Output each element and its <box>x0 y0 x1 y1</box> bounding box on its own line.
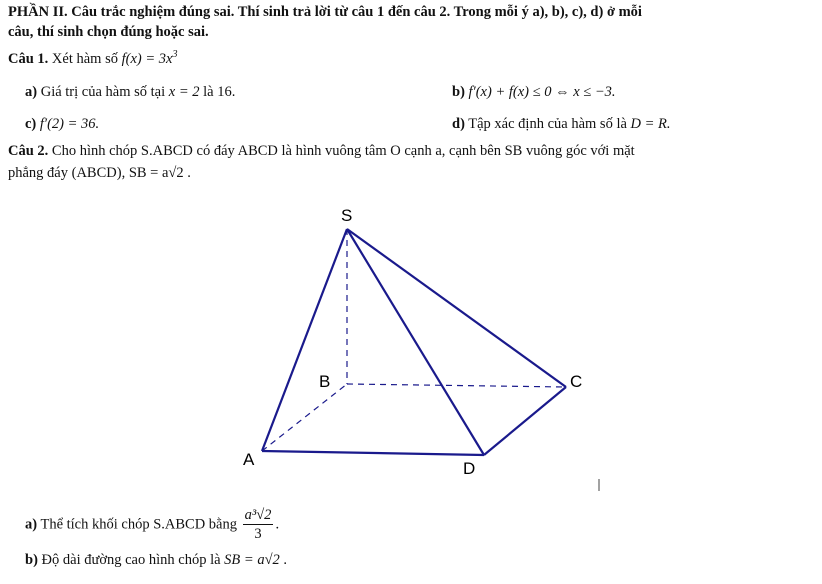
option-c-math: f′(2) = 36. <box>39 116 100 132</box>
part-label: PHẦN II. <box>8 4 68 20</box>
vertex-c-label: C <box>570 372 583 391</box>
edge-bc <box>347 384 566 387</box>
vertex-d-label: D <box>463 459 476 478</box>
volume-fraction <box>243 508 274 542</box>
option-b-label: b) <box>452 84 465 100</box>
q2-option-a-text: Thể tích khối chóp S.ABCD bằng <box>37 516 241 533</box>
vertex-b-label: B <box>319 372 331 391</box>
edge-dc <box>484 387 566 455</box>
question-2-text-cont: phẳng đáy (ABCD), SB = a√2 . <box>8 165 191 181</box>
pyramid-edges <box>262 229 566 455</box>
function-exponent: 3 <box>172 49 178 60</box>
option-c-label: c) <box>25 116 37 132</box>
option-d-text: Tập xác định của hàm số là <box>464 116 631 132</box>
fraction-numerator: a³√2 <box>243 508 274 525</box>
option-a-label: a) <box>25 84 38 100</box>
question-2-label: Câu 2. <box>8 143 49 159</box>
q2-option-b-label: b) <box>25 552 38 568</box>
function-base: f(x) = 3x <box>121 50 173 67</box>
option-d-label: d) <box>452 116 465 132</box>
edge-ad <box>262 451 484 455</box>
vertex-a-label: A <box>243 450 255 469</box>
option-a-math: x = 2 <box>168 84 200 100</box>
question-2-option-a: a) Thể tích khối chóp S.ABCD bằng $\frac{\text{a³√2}}{3}$ . <box>25 507 280 543</box>
option-a-end: là 16. <box>199 84 236 100</box>
question-2-text: Cho hình chóp S.ABCD có đáy ABCD là hình vuông tâm O cạnh a, cạnh bên SB vuông góc với mặt <box>48 143 635 159</box>
q2-option-b-math: SB = a√2 <box>224 552 280 568</box>
q2-option-b-text: Độ dài đường cao hình chóp là <box>37 552 225 568</box>
edge-sd <box>347 229 484 455</box>
edge-sc <box>347 229 566 387</box>
instruction-cont-text: câu, thí sinh chọn đúng hoặc sai. <box>8 24 209 40</box>
fraction-denominator: 3 <box>254 526 262 543</box>
vertex-s-label: S <box>341 206 353 225</box>
question-1-text: Xét hàm số <box>48 50 122 67</box>
option-a-text: Giá trị của hàm số tại <box>37 84 169 100</box>
instruction-text: Câu trắc nghiệm đúng sai. Thí sinh trả lời từ câu 1 đến câu 2. Trong mỗi ý a), b), c), d) ở mỗi <box>67 4 642 20</box>
option-d-math: D = R. <box>630 116 671 132</box>
q2-option-a-label: a) <box>25 516 38 533</box>
edge-sa <box>262 229 347 451</box>
question-2-option-b: b) Độ dài đường cao hình chóp là SB = a√2 . <box>25 552 288 568</box>
option-b-math: f′(x) + f(x) ≤ 0 ⇔ x ≤ −3. <box>468 84 616 100</box>
question-1-label: Câu 1. <box>8 50 49 67</box>
